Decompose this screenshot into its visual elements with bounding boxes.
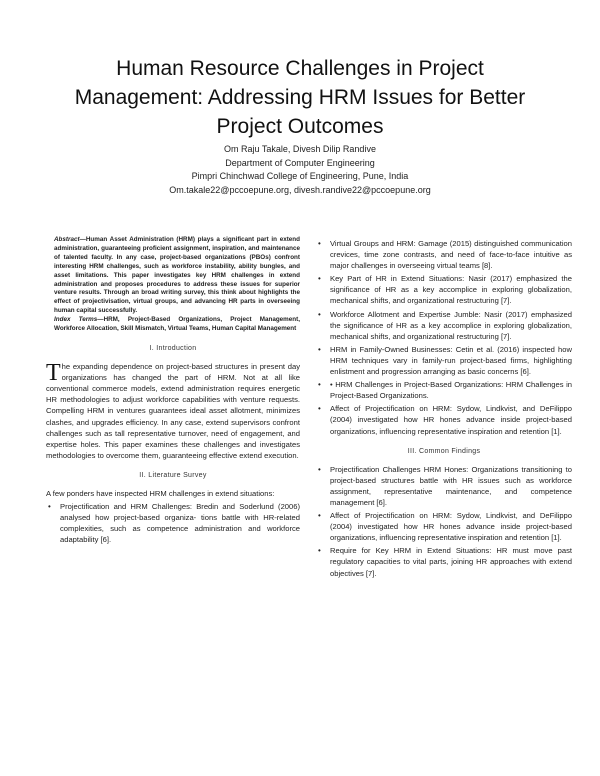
abstract bbox=[54, 236, 300, 316]
intro-paragraph bbox=[46, 361, 300, 461]
abstract-block bbox=[46, 236, 300, 334]
bullet-icon: • bbox=[318, 546, 321, 556]
paper-title bbox=[60, 54, 540, 141]
author-institution: Pimpri Chinchwad College of Engineering, Pune, India bbox=[191, 171, 409, 181]
list-item: • Require for Key HRM in Extend Situations: HR must move past regulatory capacities to vital parts, joining HR approaches with extend objectives [7]. bbox=[318, 546, 572, 578]
list-item: • Virtual Groups and HRM: Gamage (2015) distinguished communication crevices, time zone contrasts, and need of face-to-face intuitive as major challenges in overseeing virtual teams [8]. bbox=[318, 239, 572, 271]
index-terms-lead: Index Terms bbox=[54, 316, 98, 324]
lit-survey-list-right bbox=[316, 238, 572, 437]
findings-list bbox=[316, 464, 572, 579]
list-item: • Projectification and HRM Challenges: Bredin and Soderlund (2006) analysed how project-based organiza- tions battle with HR-related complexities, such as competence administration and workforce adaptability [6]. bbox=[48, 502, 300, 545]
lit-survey-intro: A few ponders have inspected HRM challenges in extend situations: bbox=[46, 489, 275, 498]
bullet-icon: • bbox=[318, 309, 321, 319]
list-item: • Key Part of HR in Extend Situations: Nasir (2017) emphasized the significance of HR as a key accomplice in exploring globalization, mechanical shifts, and organizational restructuring [7]. bbox=[318, 274, 572, 306]
title-line-3: Project Outcomes bbox=[216, 115, 384, 138]
bullet-icon: • bbox=[318, 404, 321, 414]
title-line-1: Human Resource Challenges in Project bbox=[116, 57, 484, 80]
abstract-text: —Human Asset Administration (HRM) plays a significant part in extend administration, guaranteeing proficient assignment, inspiration, and maintenance of talented faculty. In any case, project-based organizations (PBOs) confront interesting HRM challenges, such as workforce instability, ability bungles, and asset limitations. This paper investigates key HRM challenges in extend administration and proposes procedures to address these issues for superior venture results. Through an broad writing survey, this think about highlights the effect of projectivisation, virtual groups, and advancing HR parts in overseeing human capital successfully. bbox=[54, 236, 300, 315]
left-column bbox=[46, 236, 300, 547]
index-terms bbox=[54, 316, 300, 334]
abstract-lead: Abstract bbox=[54, 236, 80, 243]
index-terms-text: —HRM, Project-Based Organizations, Project Management, Workforce Allocation, Skill Mismatch, Virtual Teams, Human Capital Management bbox=[54, 316, 300, 333]
intro-heading: I. Introduction bbox=[149, 344, 197, 352]
lit-survey-heading: II. Literature Survey bbox=[139, 471, 207, 479]
bullet-icon: • bbox=[48, 502, 51, 512]
list-item: • Workforce Allotment and Expertise Jumble: Nasir (2017) emphasized the significance of HR as a key accomplice in exploring globalization, mechanical shifts, and organizational restructuring [7]. bbox=[318, 309, 572, 341]
list-item: • HRM in Family-Owned Businesses: Cetin et al. (2016) inspected how HRM techniques vary in family-run project-based firms, highlighting enlistment and progression arranging as basic concerns [6]. bbox=[318, 344, 572, 377]
findings-heading: III. Common Findings bbox=[407, 447, 481, 455]
author-block bbox=[100, 143, 500, 197]
author-names: Om Raju Takale, Divesh Dilip Randive bbox=[224, 144, 376, 154]
bullet-icon: • bbox=[318, 464, 321, 474]
bullet-icon: • bbox=[318, 344, 321, 354]
bullet-icon: • bbox=[318, 511, 321, 521]
list-item: • • HRM Challenges in Project-Based Organizations: HRM Challenges in Project-Based Organizations. bbox=[318, 380, 572, 401]
title-line-2: Management: Addressing HRM Issues for Better bbox=[74, 86, 526, 109]
author-department: Department of Computer Engineering bbox=[225, 157, 375, 168]
intro-text: he expanding dependence on project-based structures in present day organizations has changed the part of HRM. Not at all like conventional commerce models, extend administration requires energetic HR methodologies to adjust workforce capabilities with venture requests. Compelling HRM in ventures guarantees ideal asset allotment, minimizes clashes, and upgrades efficiency. In any case, extend supervisors confront challenges such as tall representative turnover, need of engagement, and expertise holes. This paper examines these challenges and investigates methodologies to overcome them, guaranteeing effective extend execution. bbox=[46, 362, 300, 460]
right-column bbox=[316, 236, 572, 581]
bullet-icon: • bbox=[318, 239, 321, 248]
bullet-icon: • bbox=[318, 380, 321, 390]
intro-dropcap: T bbox=[46, 360, 61, 387]
list-item: • Affect of Projectification on HRM: Sydow, Lindkvist, and DeFilippo (2004) investigated how HR hones advance inside project-based organizations, influencing representative inspiration and retention [1]. bbox=[318, 511, 572, 543]
list-item: • Affect of Projectification on HRM: Sydow, Lindkvist, and DeFilippo (2004) investigated how HR hones advance inside project-based organizations, influencing representative inspiration and retention [1]. bbox=[318, 404, 572, 436]
author-emails[interactable]: Om.takale22@pccoepune.org, divesh.randive22@pccoepune.org bbox=[169, 184, 431, 195]
lit-survey-list-left bbox=[46, 501, 300, 545]
list-item: • Projectification Challenges HRM Hones: Organizations transitioning to project-based structures battle with HR issues such as workforce assignment, representative maintenance, and competence management [6]. bbox=[318, 464, 572, 507]
bullet-icon: • bbox=[318, 274, 321, 284]
